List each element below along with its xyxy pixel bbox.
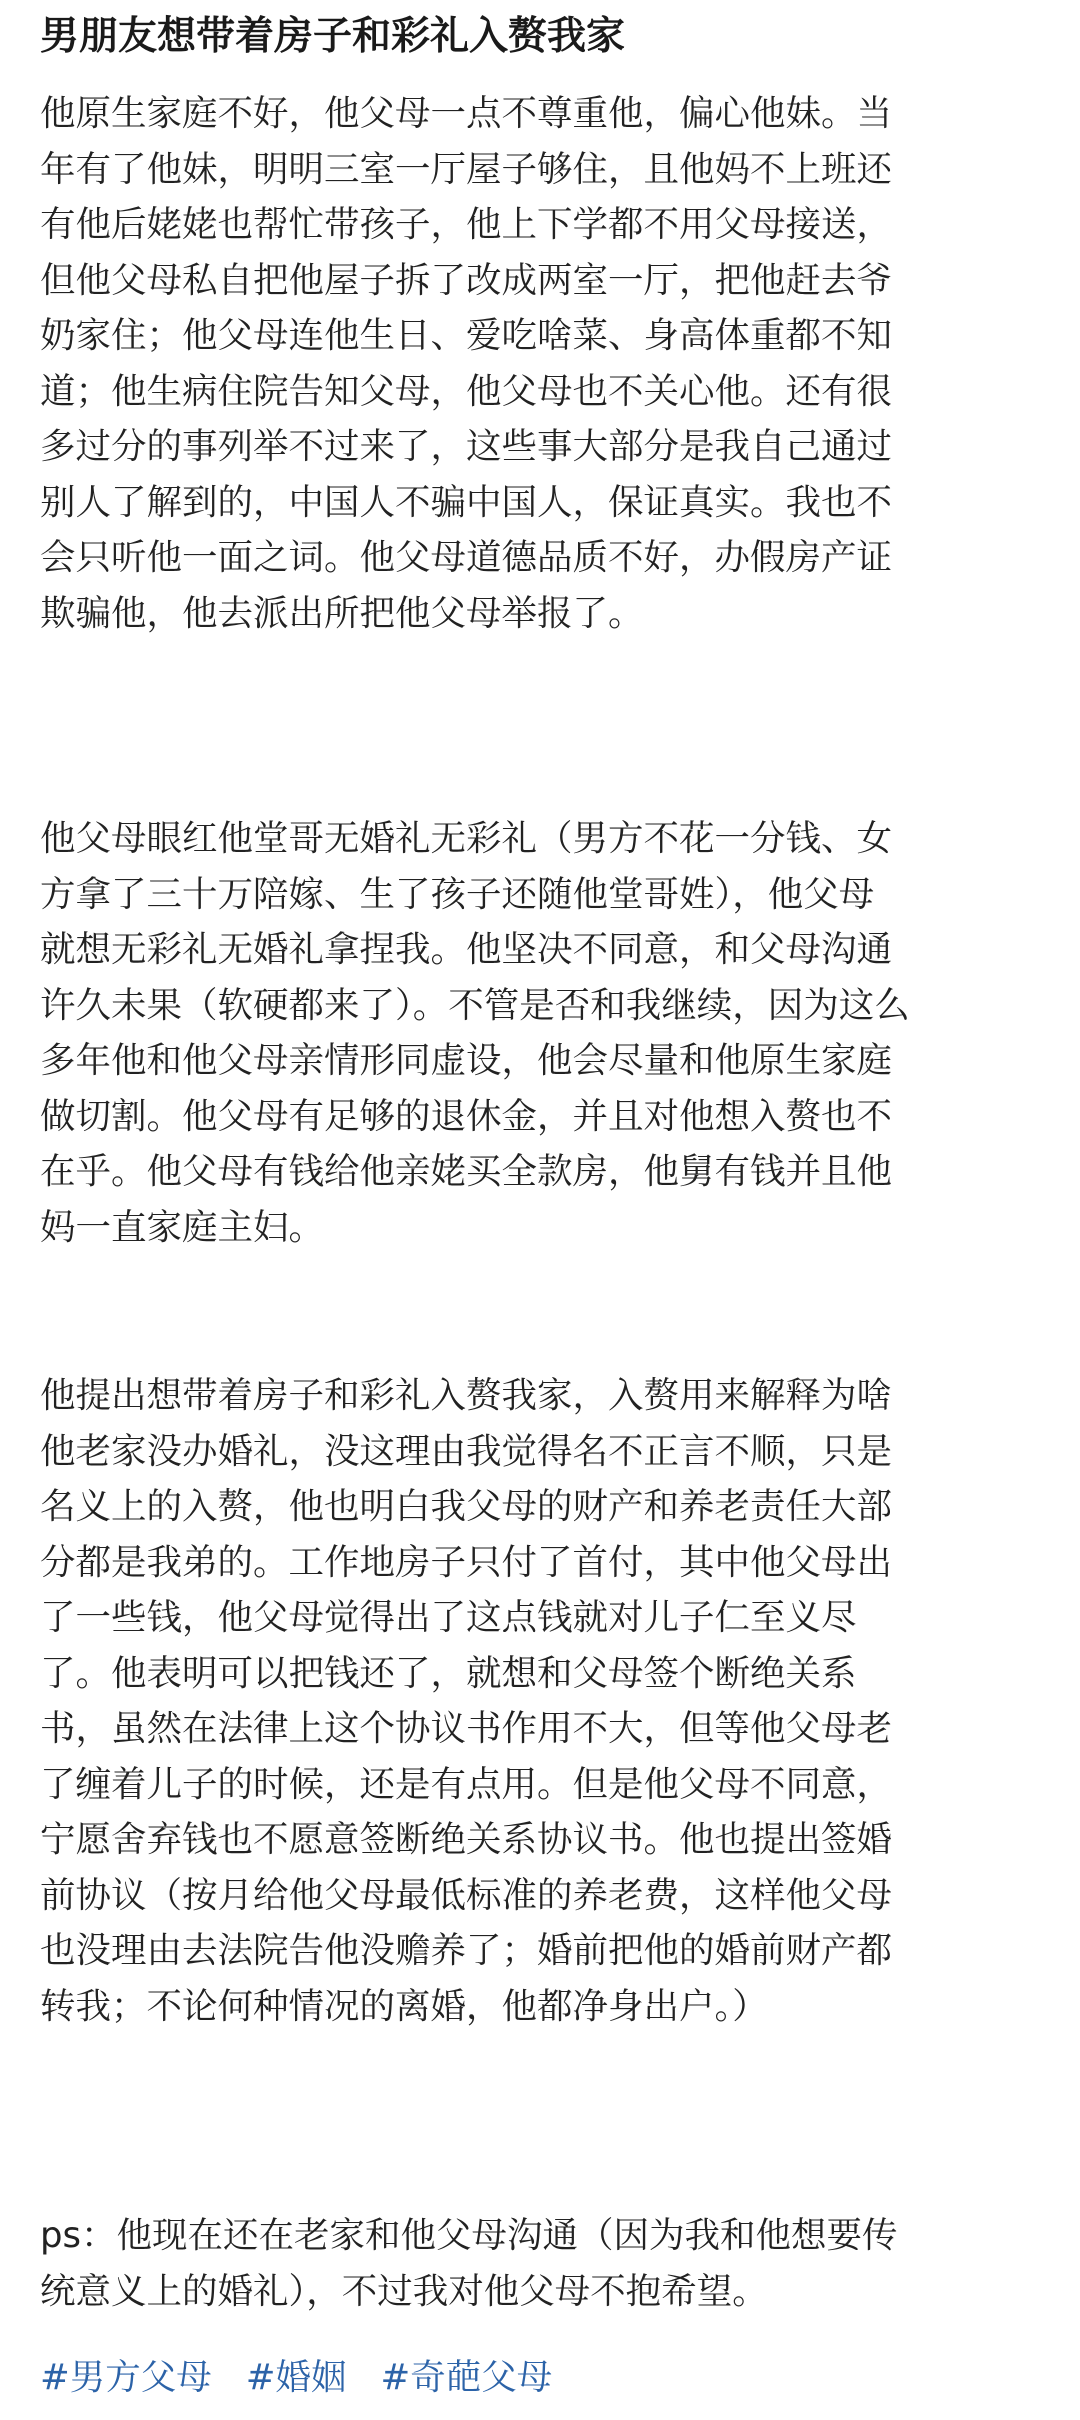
text-line: 也没理由去法院告他没赡养了；婚前把他的婚前财产都	[40, 1930, 893, 1971]
text-line: 他提出想带着房子和彩礼入赘我家，入赘用来解释为啥	[40, 1375, 893, 1416]
hashtag-link[interactable]: #男方父母	[40, 2357, 212, 2398]
text-line: ps：他现在还在老家和他父母沟通（因为我和他想要传	[40, 2215, 898, 2256]
text-line: 做切割。他父母有足够的退休金，并且对他想入赘也不	[40, 1095, 893, 1137]
post-title: 男朋友想带着房子和彩礼入赘我家	[40, 14, 626, 59]
hashtag-link[interactable]: #婚姻	[245, 2357, 347, 2398]
text-line: 多过分的事列举不过来了，这些事大部分是我自己通过	[40, 426, 893, 467]
text-line: 他老家没办婚礼，没这理由我觉得名不正言不顺，只是	[40, 1430, 893, 1472]
text-line: 了。他表明可以把钱还了，就想和父母签个断绝关系	[40, 1652, 857, 1694]
text-line: 前协议（按月给他父母最低标准的养老费，这样他父母	[40, 1874, 893, 1916]
text-line: 在乎。他父母有钱给他亲姥买全款房，他舅有钱并且他	[40, 1151, 893, 1192]
text-line: 方拿了三十万陪嫁、生了孩子还随他堂哥姓），他父母	[40, 873, 875, 915]
text-line: 奶家住；他父母连他生日、爱吃啥菜、身高体重都不知	[40, 315, 893, 356]
paragraph-3	[40, 1368, 1045, 2034]
text-line: 转我；不论何种情况的离婚，他都净身出户。）	[40, 1985, 768, 2027]
text-line: 年有了他妹，明明三室一厅屋子够住，且他妈不上班还	[40, 148, 893, 190]
text-line: 道；他生病住院告知父母，他父母也不关心他。还有很	[40, 370, 893, 412]
text-line: 会只听他一面之词。他父母道德品质不好，办假房产证	[40, 537, 893, 578]
text-line: 就想无彩礼无婚礼拿捏我。他坚决不同意，和父母沟通	[40, 929, 893, 970]
text-line: 了缠着儿子的时候，还是有点用。但是他父母不同意，	[40, 1763, 893, 1805]
text-line: 但他父母私自把他屋子拆了改成两室一厅，把他赶去爷	[40, 259, 893, 301]
text-line: 他原生家庭不好，他父母一点不尊重他，偏心他妹。当	[40, 93, 893, 134]
text-line: 了一些钱，他父母觉得出了这点钱就对儿子仁至义尽	[40, 1597, 857, 1638]
paragraph-4	[40, 2208, 1045, 2319]
hashtag-link[interactable]: #奇葩父母	[380, 2357, 553, 2398]
paragraph-1	[40, 86, 1045, 641]
text-line: 妈一直家庭主妇。	[40, 1206, 325, 1248]
text-line: 名义上的入赘，他也明白我父母的财产和养老责任大部	[40, 1486, 893, 1527]
text-line: 宁愿舍弃钱也不愿意签断绝关系协议书。他也提出签婚	[40, 1819, 893, 1860]
text-line: 书，虽然在法律上这个协议书作用不大，但等他父母老	[40, 1708, 893, 1749]
text-line: 多年他和他父母亲情形同虚设，他会尽量和他原生家庭	[40, 1040, 893, 1081]
text-line: 欺骗他，他去派出所把他父母举报了。	[40, 592, 644, 634]
text-line: 统意义上的婚礼），不过我对他父母不抱希望。	[40, 2270, 768, 2312]
hashtag-row	[40, 2350, 552, 2406]
paragraph-2	[40, 811, 1045, 1255]
text-line: 别人了解到的，中国人不骗中国人，保证真实。我也不	[40, 481, 893, 523]
text-line: 有他后姥姥也帮忙带孩子，他上下学都不用父母接送，	[40, 204, 893, 245]
text-line: 分都是我弟的。工作地房子只付了首付，其中他父母出	[40, 1541, 893, 1583]
text-line: 许久未果（软硬都来了）。不管是否和我继续，因为这么	[40, 984, 910, 1026]
text-line: 他父母眼红他堂哥无婚礼无彩礼（男方不花一分钱、女	[40, 818, 893, 859]
